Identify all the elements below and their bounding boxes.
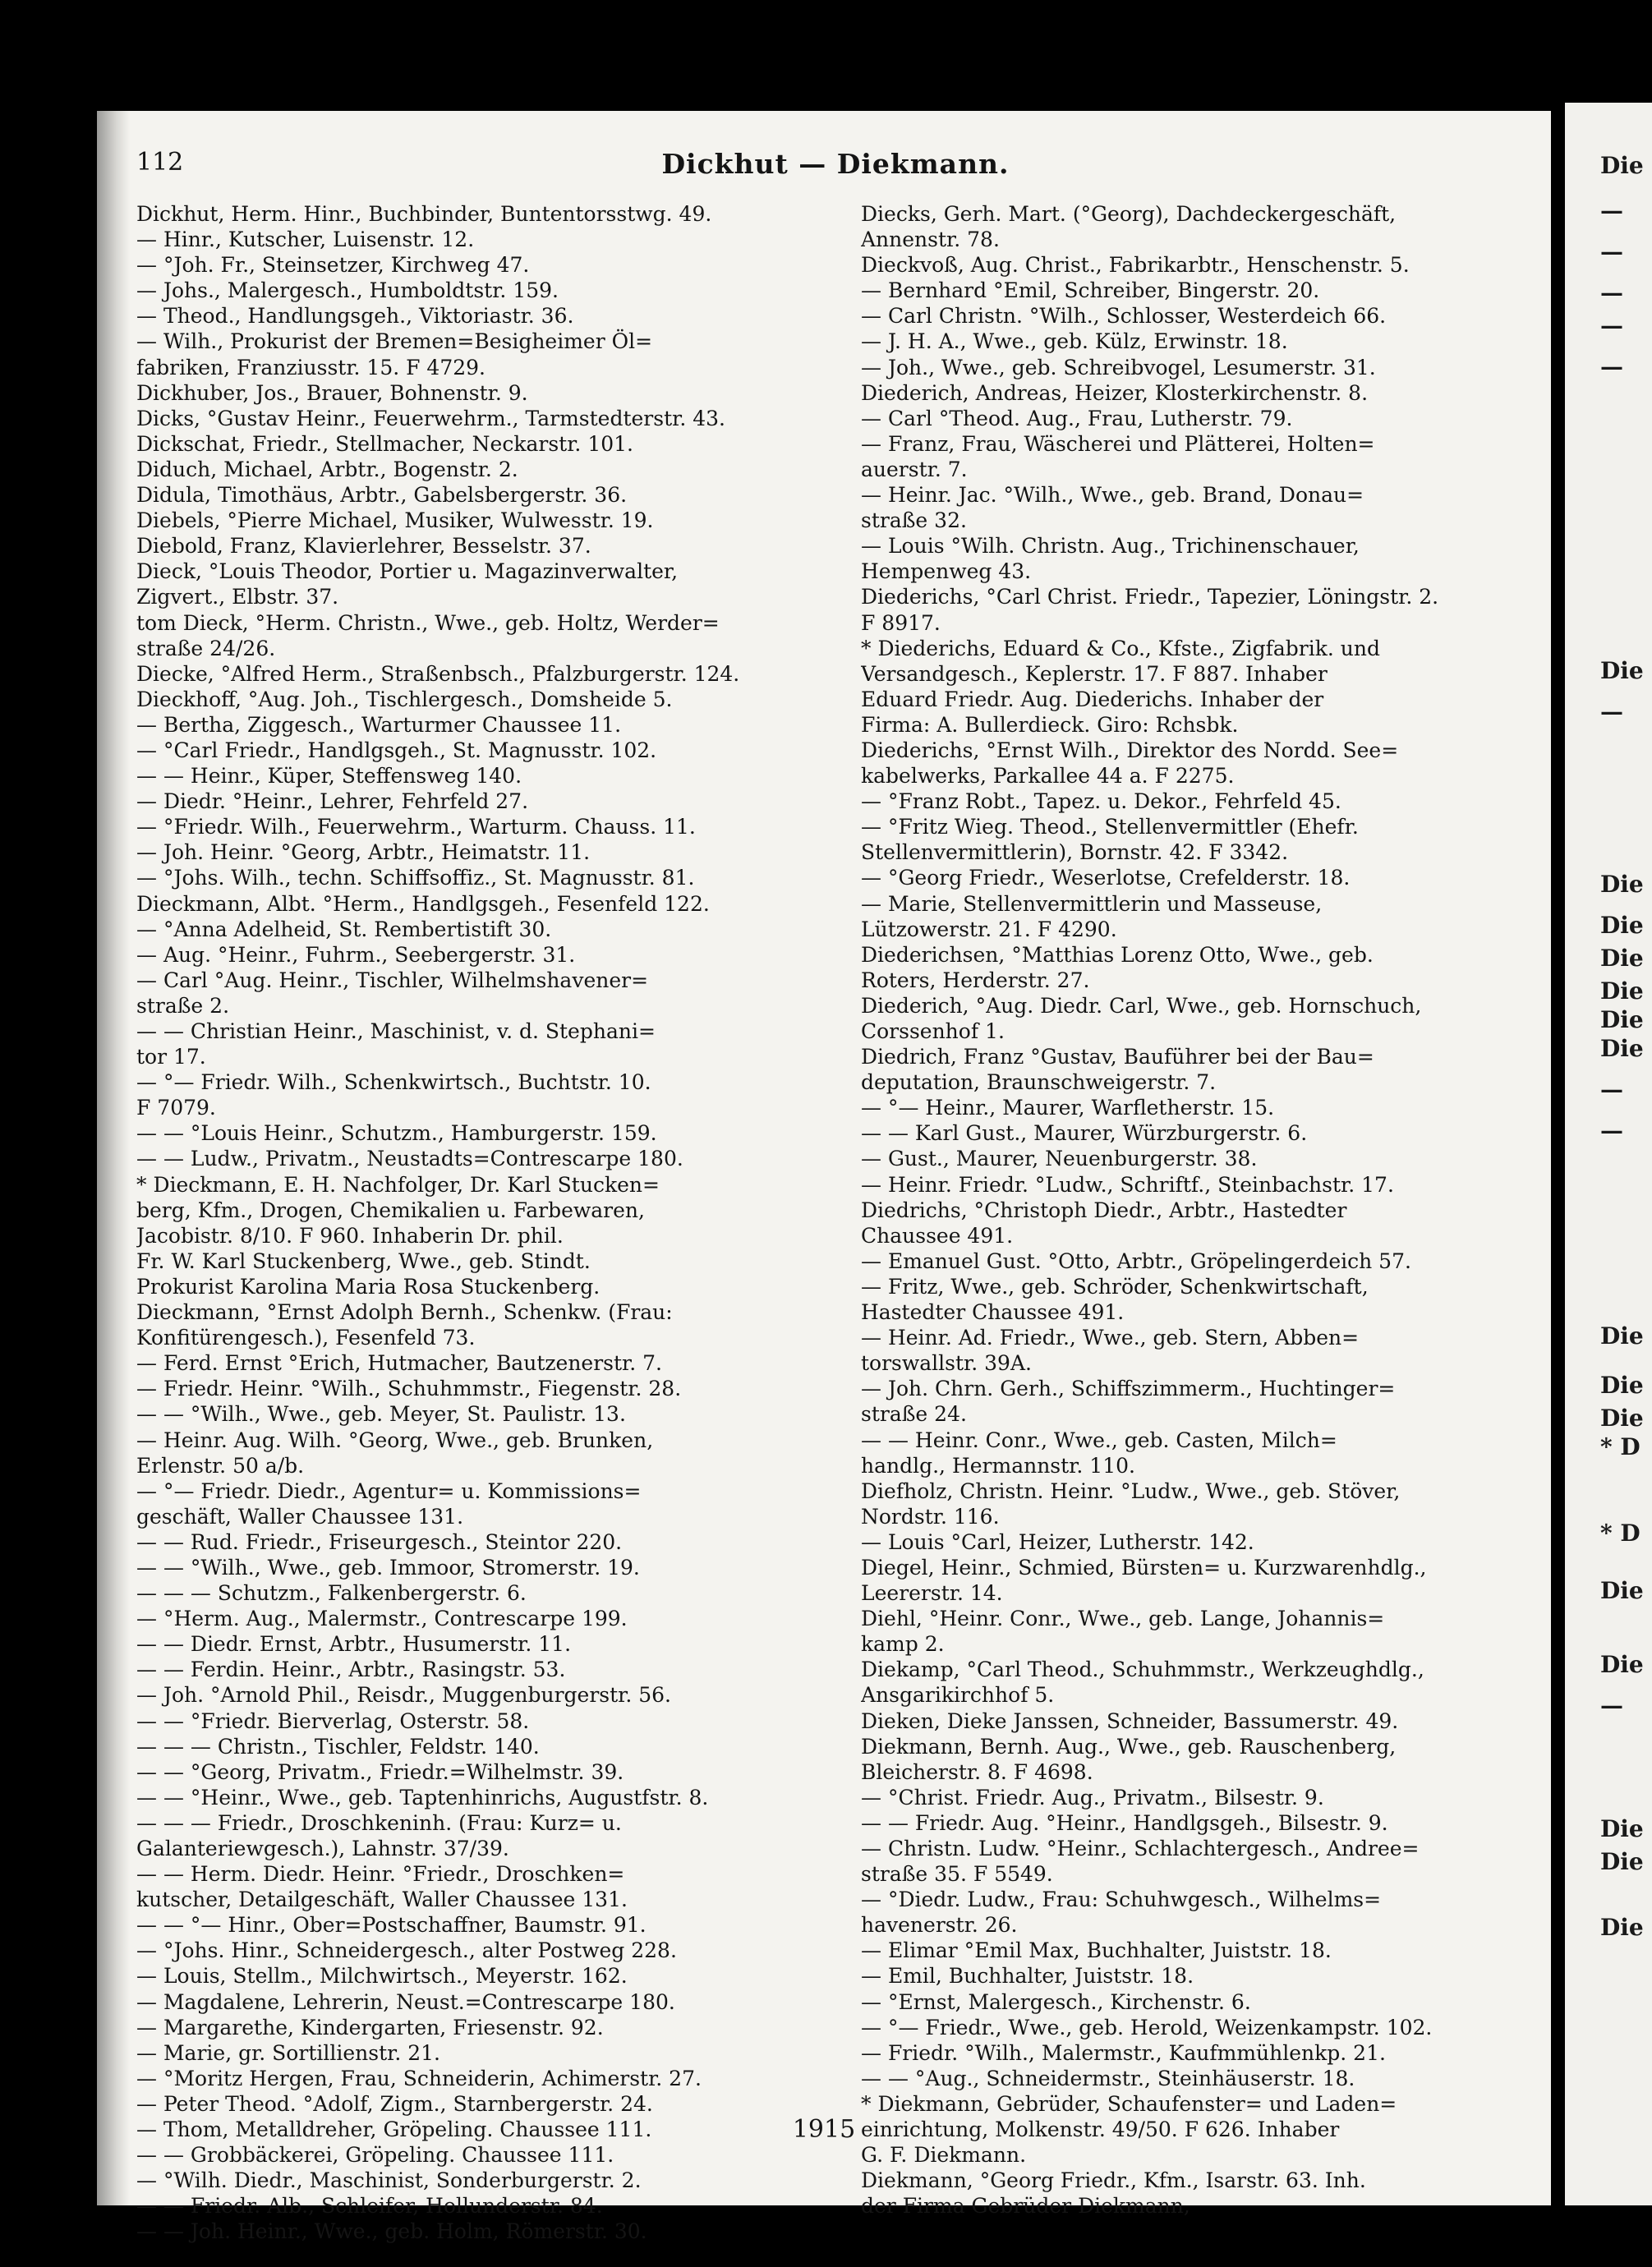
adjacent-page-fragment: —	[1600, 1692, 1623, 1719]
directory-entry-line: — Louis °Carl, Heizer, Lutherstr. 142.	[861, 1529, 1254, 1554]
directory-entry-line: — — °Georg, Privatm., Friedr.=Wilhelmstr. 39.	[136, 1759, 624, 1784]
directory-entry-line: Leererstr. 14.	[861, 1581, 1003, 1606]
directory-entry-line: — °Anna Adelheid, St. Rembertistift 30.	[136, 917, 552, 941]
directory-entry-line: Dieckvoß, Aug. Christ., Fabrikarbtr., Henschenstr. 5.	[861, 253, 1410, 278]
directory-entry-line: — Peter Theod. °Adolf, Zigm., Starnbergerstr. 24.	[136, 2091, 653, 2116]
adjacent-page-fragment: —	[1600, 1076, 1623, 1103]
directory-entry-line: Annenstr. 78.	[861, 228, 1000, 252]
directory-entry-line: havenerstr. 26.	[861, 1913, 1018, 1938]
directory-entry-line: — Gust., Maurer, Neuenburgerstr. 38.	[861, 1147, 1258, 1171]
directory-entry-line: Diekmann, Bernh. Aug., Wwe., geb. Rauschenberg,	[861, 1734, 1397, 1759]
adjacent-page-fragment: Die	[1600, 1322, 1644, 1350]
right-column	[861, 201, 1535, 2219]
directory-entry-line: kabelwerks, Parkallee 44 a. F 2275.	[861, 764, 1235, 789]
adjacent-page-fragment: Die	[1600, 912, 1644, 939]
adjacent-page-fragment: Die	[1600, 1848, 1644, 1875]
directory-page	[97, 111, 1551, 2244]
directory-entry-line: straße 24.	[861, 1402, 967, 1427]
footer-number: 1915	[792, 2115, 856, 2144]
directory-entry-line: — — Grobbäckerei, Gröpeling. Chaussee 111.	[136, 2143, 614, 2168]
directory-entry-line: Diehl, °Heinr. Conr., Wwe., geb. Lange, Johannis=	[861, 1607, 1385, 1631]
adjacent-page-fragment: Die	[1600, 1577, 1644, 1604]
directory-entry-line: F 7079.	[136, 1096, 216, 1120]
directory-entry-line: — Fritz, Wwe., geb. Schröder, Schenkwirtschaft,	[861, 1274, 1369, 1299]
adjacent-page-fragment: Die	[1600, 1372, 1644, 1399]
directory-entry-line: — Carl °Aug. Heinr., Tischler, Wilhelmshavener=	[136, 968, 649, 992]
adjacent-page-fragment: Die	[1600, 1405, 1644, 1432]
directory-entry-line: — Joh. Heinr. °Georg, Arbtr., Heimatstr. 11.	[136, 840, 591, 865]
directory-entry-line: Diecke, °Alfred Herm., Straßenbsch., Pfalzburgerstr. 124.	[136, 661, 740, 686]
directory-entry-line: — Christn. Ludw. °Heinr., Schlachtergesch., Andree=	[861, 1837, 1420, 1860]
directory-entry-line: — Carl Christn. °Wilh., Schlosser, Westerdeich 66.	[861, 304, 1387, 329]
directory-entry-line: — Marie, gr. Sortillienstr. 21.	[136, 2040, 440, 2065]
directory-entry-line: Dickhuber, Jos., Brauer, Bohnenstr. 9.	[136, 380, 528, 405]
directory-entry-line: Ansgarikirchhof 5.	[861, 1683, 1055, 1708]
directory-entry-line: — °Herm. Aug., Malermstr., Contrescarpe 199.	[136, 1607, 628, 1631]
directory-entry-line: — — °— Hinr., Ober=Postschaffner, Baumstr. 91.	[136, 1913, 647, 1938]
directory-entry-line: — J. H. A., Wwe., geb. Külz, Erwinstr. 18.	[861, 329, 1288, 354]
adjacent-page-fragment: —	[1600, 698, 1623, 725]
directory-entry-line: — Elimar °Emil Max, Buchhalter, Juiststr. 18.	[861, 1938, 1332, 1963]
directory-entry-line: Diederich, Andreas, Heizer, Klosterkirchenstr. 8.	[861, 380, 1369, 405]
directory-entry-line: — °Georg Friedr., Weserlotse, Crefelderstr. 18.	[861, 866, 1351, 890]
directory-entry-line: — °Wilh. Diedr., Maschinist, Sonderburgerstr. 2.	[136, 2168, 642, 2193]
directory-entry-line: — — Friedr. Aug. °Heinr., Handlgsgeh., Bilsestr. 9.	[861, 1810, 1388, 1835]
directory-entry-line: — Louis °Wilh. Christn. Aug., Trichinenschauer,	[861, 534, 1360, 559]
adjacent-page-fragment: —	[1600, 353, 1623, 380]
directory-entry-line: — Diedr. °Heinr., Lehrer, Fehrfeld 27.	[136, 789, 529, 814]
directory-entry-line: deputation, Braunschweigerstr. 7.	[861, 1070, 1217, 1095]
directory-entry-line: Stellenvermittlerin), Bornstr. 42. F 3342.	[861, 840, 1289, 865]
directory-entry-line: — °— Heinr., Maurer, Warfletherstr. 15.	[861, 1096, 1275, 1120]
directory-entry-line: Prokurist Karolina Maria Rosa Stuckenberg.	[136, 1274, 601, 1299]
directory-entry-line: F 8917.	[861, 610, 941, 635]
adjacent-page-fragment: Die	[1600, 945, 1644, 972]
directory-entry-line: — — Christian Heinr., Maschinist, v. d. Stephani=	[136, 1019, 656, 1043]
directory-entry-line: — Emil, Buchhalter, Juiststr. 18.	[861, 1964, 1194, 1989]
directory-entry-line: — °Johs. Wilh., techn. Schiffsoffiz., St. Magnusstr. 81.	[136, 866, 695, 890]
directory-entry-line: straße 24/26.	[136, 636, 276, 660]
directory-entry-line: auerstr. 7.	[861, 457, 968, 481]
directory-entry-line: Diekamp, °Carl Theod., Schuhmmstr., Werkzeughdlg.,	[861, 1658, 1424, 1682]
directory-entry-line: — °Johs. Hinr., Schneidergesch., alter Postweg 228.	[136, 1938, 677, 1963]
directory-entry-line: — °Joh. Fr., Steinsetzer, Kirchweg 47.	[136, 253, 530, 278]
adjacent-page-fragment: Die	[1600, 1651, 1644, 1678]
adjacent-page-fragment: —	[1600, 279, 1623, 306]
adjacent-page-edge	[1565, 103, 1652, 2205]
directory-entry-line: Dickschat, Friedr., Stellmacher, Neckarstr. 101.	[136, 431, 633, 456]
adjacent-page-fragment: Die	[1600, 152, 1644, 179]
directory-entry-line: * Dieckmann, E. H. Nachfolger, Dr. Karl Stucken=	[136, 1172, 660, 1197]
directory-entry-line: — Wilh., Prokurist der Bremen=Besigheimer Öl=	[136, 329, 653, 354]
directory-entry-line: Diederichs, °Ernst Wilh., Direktor des Nordd. See=	[861, 738, 1399, 762]
directory-entry-line: — — — Christn., Tischler, Feldstr. 140.	[136, 1734, 540, 1759]
directory-entry-line: — — Heinr. Conr., Wwe., geb. Casten, Milch=	[861, 1428, 1337, 1452]
directory-entry-line: — °Franz Robt., Tapez. u. Dekor., Fehrfeld 45.	[861, 789, 1341, 814]
adjacent-page-fragment: Die	[1600, 1815, 1644, 1842]
directory-entry-line: — °Moritz Hergen, Frau, Schneiderin, Achimerstr. 27.	[136, 2066, 702, 2090]
directory-entry-line: — — Ludw., Privatm., Neustadts=Contrescarpe 180.	[136, 1147, 683, 1171]
directory-entry-line: Dieckmann, Albt. °Herm., Handlgsgeh., Fesenfeld 122.	[136, 891, 710, 916]
directory-entry-line: — — °Wilh., Wwe., geb. Immoor, Stromerstr. 19.	[136, 1555, 640, 1580]
directory-entry-line: — °Friedr. Wilh., Feuerwehrm., Warturm. Chauss. 11.	[136, 815, 696, 839]
directory-entry-line: — — Diedr. Ernst, Arbtr., Husumerstr. 11.	[136, 1632, 572, 1657]
directory-entry-line: Erlenstr. 50 a/b.	[136, 1453, 305, 1478]
adjacent-page-fragment: —	[1600, 312, 1623, 339]
directory-entry-line: — °— Friedr., Wwe., geb. Herold, Weizenkampstr. 102.	[861, 2015, 1433, 2039]
directory-entry-line: Hastedter Chaussee 491.	[861, 1300, 1125, 1325]
directory-entry-line: Diederichsen, °Matthias Lorenz Otto, Wwe., geb.	[861, 942, 1374, 967]
directory-entry-line: Didula, Timothäus, Arbtr., Gabelsbergerstr. 36.	[136, 483, 628, 508]
adjacent-page-fragment: Die	[1600, 871, 1644, 898]
adjacent-page-fragment: —	[1600, 197, 1623, 224]
directory-entry-line: Nordstr. 116.	[861, 1504, 1000, 1529]
adjacent-page-fragment: Die	[1600, 657, 1644, 684]
directory-entry-line: — — Friedr. Alb., Schleifer, Hollunderstr. 84.	[136, 2194, 603, 2219]
directory-entry-line: Diekmann, °Georg Friedr., Kfm., Isarstr. 63. Inh.	[861, 2168, 1366, 2193]
adjacent-page-fragment: Die	[1600, 977, 1644, 1005]
directory-entry-line: tom Dieck, °Herm. Christn., Wwe., geb. Holtz, Werder=	[136, 610, 720, 635]
directory-entry-line: — Joh. Chrn. Gerh., Schiffszimmerm., Huchtinger=	[861, 1377, 1396, 1401]
directory-entry-line: G. F. Diekmann.	[861, 2143, 1027, 2168]
directory-entry-line: berg, Kfm., Drogen, Chemikalien u. Farbewaren,	[136, 1198, 645, 1222]
directory-entry-line: Dieckhoff, °Aug. Joh., Tischlergesch., Domsheide 5.	[136, 687, 673, 711]
directory-entry-line: — °Ernst, Malergesch., Kirchenstr. 6.	[861, 1989, 1251, 2014]
directory-entry-line: — — °Aug., Schneidermstr., Steinhäuserstr. 18.	[861, 2066, 1355, 2090]
directory-entry-line: — Aug. °Heinr., Fuhrm., Seebergerstr. 31.	[136, 942, 576, 967]
directory-entry-line: — Ferd. Ernst °Erich, Hutmacher, Bautzenerstr. 7.	[136, 1351, 663, 1376]
directory-entry-line: Dicks, °Gustav Heinr., Feuerwehrm., Tarmstedterstr. 43.	[136, 406, 725, 430]
directory-entry-line: Diedrich, Franz °Gustav, Bauführer bei der Bau=	[861, 1045, 1374, 1069]
directory-entry-line: — °— Friedr. Wilh., Schenkwirtsch., Buchtstr. 10.	[136, 1070, 651, 1095]
directory-entry-line: — Heinr. Jac. °Wilh., Wwe., geb. Brand, Donau=	[861, 483, 1364, 508]
directory-entry-line: torswallstr. 39A.	[861, 1351, 1032, 1376]
directory-entry-line: straße 32.	[861, 508, 967, 533]
directory-entry-line: — Carl °Theod. Aug., Frau, Lutherstr. 79.	[861, 406, 1293, 430]
directory-entry-line: tor 17.	[136, 1045, 206, 1069]
adjacent-page-fragment: * D	[1600, 1433, 1640, 1460]
directory-entry-line: Diegel, Heinr., Schmied, Bürsten= u. Kurzwarenhdlg.,	[861, 1555, 1427, 1580]
directory-entry-line: — Joh. °Arnold Phil., Reisdr., Muggenburgerstr. 56.	[136, 1683, 672, 1708]
directory-entry-line: — Heinr. Aug. Wilh. °Georg, Wwe., geb. Brunken,	[136, 1428, 654, 1452]
directory-entry-line: * Diederichs, Eduard & Co., Kfste., Zigfabrik. und	[861, 636, 1380, 660]
directory-entry-line: — Hinr., Kutscher, Luisenstr. 12.	[136, 228, 475, 252]
directory-entry-line: straße 35. F 5549.	[861, 1862, 1053, 1887]
directory-entry-line: — — °Friedr. Bierverlag, Osterstr. 58.	[136, 1708, 530, 1733]
directory-entry-line: — Louis, Stellm., Milchwirtsch., Meyerstr. 162.	[136, 1964, 628, 1989]
directory-entry-line: — Marie, Stellenvermittlerin und Masseuse,	[861, 891, 1323, 916]
directory-entry-line: Lützowerstr. 21. F 4290.	[861, 917, 1117, 941]
directory-entry-line: — — Joh. Heinr., Wwe., geb. Holm, Römerstr. 30.	[136, 2219, 647, 2244]
directory-entry-line: — °— Friedr. Diedr., Agentur= u. Kommissions=	[136, 1478, 642, 1503]
directory-entry-line: geschäft, Waller Chaussee 131.	[136, 1504, 464, 1529]
directory-entry-line: — Johs., Malergesch., Humboldtstr. 159.	[136, 278, 559, 303]
directory-entry-line: Corssenhof 1.	[861, 1019, 1005, 1043]
directory-entry-line: — Friedr. °Wilh., Malermstr., Kaufmmühlenkp. 21.	[861, 2040, 1386, 2065]
directory-entry-line: — Emanuel Gust. °Otto, Arbtr., Gröpelingerdeich 57.	[861, 1248, 1411, 1273]
directory-entry-line: Versandgesch., Keplerstr. 17. F 887. Inhaber	[861, 661, 1328, 686]
adjacent-page-fragment: —	[1600, 238, 1623, 265]
directory-entry-line: — Thom, Metalldreher, Gröpeling. Chaussee 111.	[136, 2118, 652, 2142]
directory-entry-line: Galanteriewgesch.), Lahnstr. 37/39.	[136, 1837, 509, 1860]
directory-entry-line: Diedrichs, °Christoph Diedr., Arbtr., Hastedter	[861, 1198, 1347, 1222]
directory-entry-line: Eduard Friedr. Aug. Diederichs. Inhaber der	[861, 687, 1324, 711]
directory-entry-line: Hempenweg 43.	[861, 559, 1032, 584]
directory-entry-line: Chaussee 491.	[861, 1223, 1014, 1248]
directory-entry-line: — — Rud. Friedr., Friseurgesch., Steintor 220.	[136, 1529, 623, 1554]
directory-entry-line: — Theod., Handlungsgeh., Viktoriastr. 36.	[136, 304, 574, 329]
directory-entry-line: Diederichs, °Carl Christ. Friedr., Tapezier, Löningstr. 2.	[861, 585, 1439, 609]
directory-entry-line: — Magdalene, Lehrerin, Neust.=Contrescarpe 180.	[136, 1989, 675, 2014]
running-title: Dickhut — Diekmann.	[661, 148, 1010, 180]
directory-entry-line: — Friedr. Heinr. °Wilh., Schuhmmstr., Fiegenstr. 28.	[136, 1377, 682, 1401]
directory-entry-line: Diebold, Franz, Klavierlehrer, Besselstr. 37.	[136, 534, 591, 559]
directory-entry-line: Dieck, °Louis Theodor, Portier u. Magazinverwalter,	[136, 559, 679, 584]
directory-entry-line: Diefholz, Christn. Heinr. °Ludw., Wwe., geb. Stöver,	[861, 1478, 1401, 1503]
directory-entry-line: — °Carl Friedr., Handlgsgeh., St. Magnusstr. 102.	[136, 738, 657, 762]
left-column	[136, 201, 810, 2245]
directory-entry-line: — — — Schutzm., Falkenbergerstr. 6.	[136, 1581, 527, 1606]
directory-entry-line: — Heinr. Ad. Friedr., Wwe., geb. Stern, Abben=	[861, 1326, 1360, 1350]
directory-entry-line: Diduch, Michael, Arbtr., Bogenstr. 2.	[136, 457, 518, 481]
directory-entry-line: Zigvert., Elbstr. 37.	[136, 585, 339, 609]
adjacent-page-fragment: Die	[1600, 1006, 1644, 1033]
adjacent-page-fragment: Die	[1600, 1914, 1644, 1941]
directory-entry-line: — Bertha, Ziggesch., Warturmer Chaussee 11.	[136, 712, 622, 737]
directory-entry-line: — — Herm. Diedr. Heinr. °Friedr., Droschken=	[136, 1862, 625, 1887]
directory-entry-line: Konfitürengesch.), Fesenfeld 73.	[136, 1326, 476, 1350]
page-header	[136, 148, 1535, 186]
directory-entry-line: Diebels, °Pierre Michael, Musiker, Wulwesstr. 19.	[136, 508, 654, 533]
adjacent-page-fragment: * D	[1600, 1520, 1640, 1547]
directory-entry-line: — — °Wilh., Wwe., geb. Meyer, St. Paulistr. 13.	[136, 1402, 626, 1427]
directory-entry-line: fabriken, Franziusstr. 15. F 4729.	[136, 355, 485, 379]
directory-entry-line: handlg., Hermannstr. 110.	[861, 1453, 1135, 1478]
directory-entry-line: — Margarethe, Kindergarten, Friesenstr. 92.	[136, 2015, 604, 2039]
directory-entry-line: — °Christ. Friedr. Aug., Privatm., Bilsestr. 9.	[861, 1785, 1324, 1809]
directory-entry-line: Bleicherstr. 8. F 4698.	[861, 1759, 1093, 1784]
directory-entry-line: kamp 2.	[861, 1632, 945, 1657]
directory-entry-line: — Bernhard °Emil, Schreiber, Bingerstr. 20.	[861, 278, 1320, 303]
adjacent-page-fragment: —	[1600, 1117, 1623, 1144]
directory-entry-line: Jacobistr. 8/10. F 960. Inhaberin Dr. phil.	[136, 1223, 564, 1248]
directory-entry-line: — Heinr. Friedr. °Ludw., Schriftf., Steinbachstr. 17.	[861, 1172, 1394, 1197]
directory-entry-line: Diecks, Gerh. Mart. (°Georg), Dachdeckergeschäft,	[861, 202, 1397, 226]
directory-entry-line: Dieken, Dieke Janssen, Schneider, Bassumerstr. 49.	[861, 1708, 1399, 1733]
directory-entry-line: — — °Heinr., Wwe., geb. Taptenhinrichs, Augustfstr. 8.	[136, 1785, 709, 1809]
directory-entry-line: Diederich, °Aug. Diedr. Carl, Wwe., geb. Hornschuch,	[861, 993, 1422, 1018]
directory-entry-line: — °Diedr. Ludw., Frau: Schuhwgesch., Wilhelms=	[861, 1888, 1382, 1912]
directory-entry-line: * Diekmann, Gebrüder, Schaufenster= und Laden=	[861, 2091, 1397, 2116]
directory-entry-line: — °Fritz Wieg. Theod., Stellenvermittler (Ehefr.	[861, 815, 1359, 839]
directory-entry-line: der Firma Gebrüder Diekmann,	[861, 2194, 1190, 2219]
directory-entry-line: Fr. W. Karl Stuckenberg, Wwe., geb. Stindt.	[136, 1248, 591, 1273]
directory-entry-line: — — Ferdin. Heinr., Arbtr., Rasingstr. 53.	[136, 1658, 566, 1682]
directory-entry-line: straße 2.	[136, 993, 230, 1018]
directory-entry-line: — — — Friedr., Droschkeninh. (Frau: Kurz= u.	[136, 1810, 622, 1835]
directory-entry-line: — — Heinr., Küper, Steffensweg 140.	[136, 764, 522, 789]
directory-entry-line: Dieckmann, °Ernst Adolph Bernh., Schenkw. (Frau:	[136, 1300, 673, 1325]
directory-entry-line: — — Karl Gust., Maurer, Würzburgerstr. 6.	[861, 1121, 1308, 1146]
adjacent-page-fragment: Die	[1600, 1035, 1644, 1062]
directory-entry-line: Roters, Herderstr. 27.	[861, 968, 1090, 992]
directory-entry-line: kutscher, Detailgeschäft, Waller Chaussee 131.	[136, 1888, 628, 1912]
directory-entry-line: — Franz, Frau, Wäscherei und Plätterei, Holten=	[861, 431, 1375, 456]
directory-entry-line: Dickhut, Herm. Hinr., Buchbinder, Buntentorsstwg. 49.	[136, 202, 712, 226]
directory-entry-line: — Joh., Wwe., geb. Schreibvogel, Lesumerstr. 31.	[861, 355, 1376, 379]
directory-entry-line: Firma: A. Bullerdieck. Giro: Rchsbk.	[861, 712, 1239, 737]
directory-entry-line: einrichtung, Molkenstr. 49/50. F 626. Inhaber	[861, 2118, 1340, 2142]
page-number: 112	[136, 148, 184, 177]
directory-entry-line: — — °Louis Heinr., Schutzm., Hamburgerstr. 159.	[136, 1121, 657, 1146]
